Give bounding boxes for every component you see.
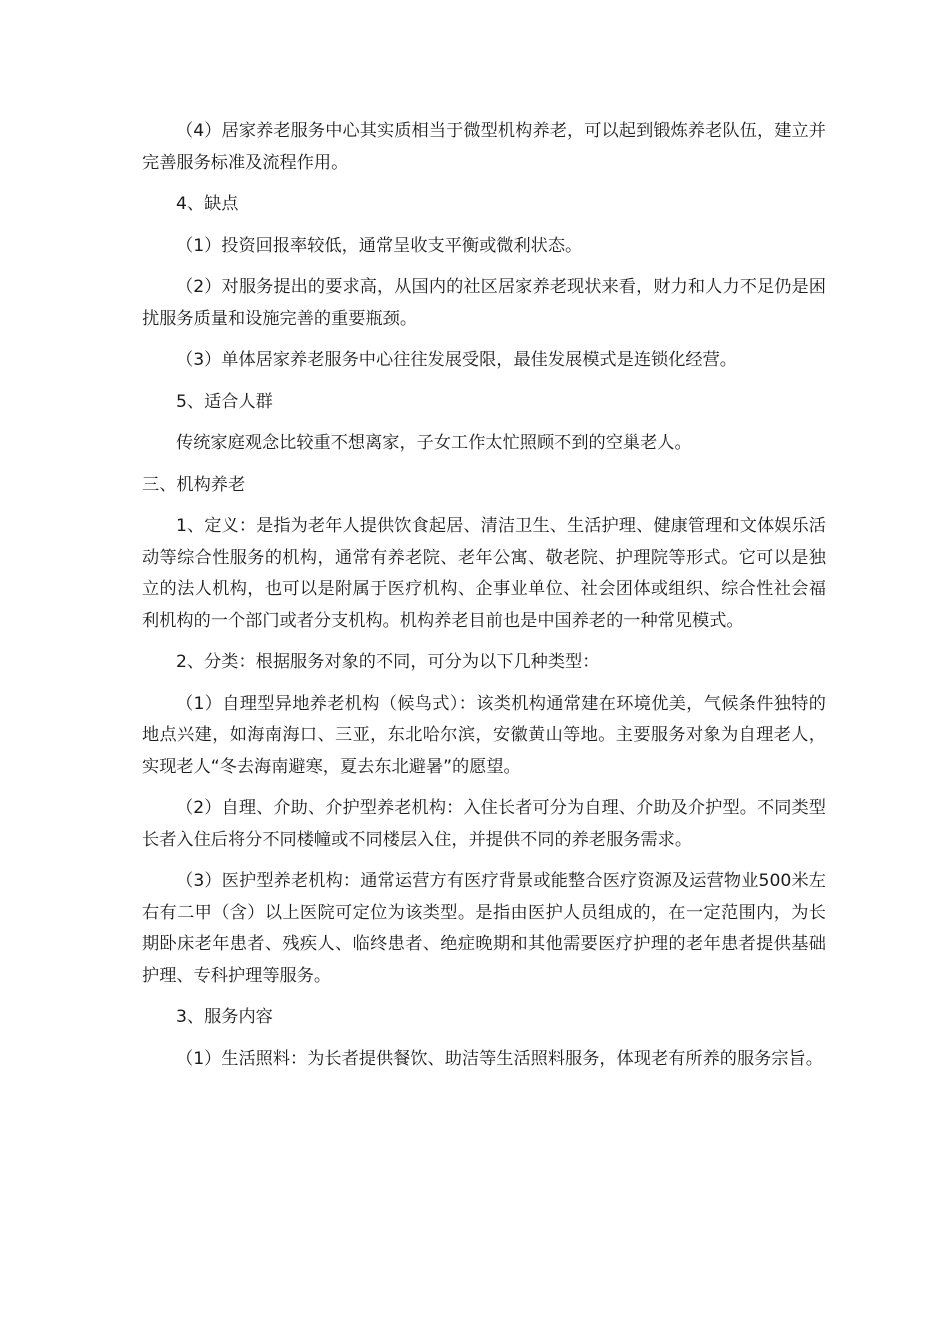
paragraph-type-2: （2）自理、介助、介护型养老机构：入住长者可分为自理、介助及介护型。不同类型长者入住后将分不同楼幢或不同楼层入住，并提供不同的养老服务需求。: [142, 798, 826, 850]
heading-service-content: 3、服务内容: [176, 1007, 273, 1027]
section-title-institutional-care: 三、机构养老: [142, 474, 246, 495]
document-page: [142, 116, 826, 1085]
paragraph-home-care-item-4: （4）居家养老服务中心其实质相当于微型机构养老，可以起到锻炼养老队伍，建立并完善服务标准及流程作用。: [142, 121, 826, 173]
paragraph-disadvantage-3: （3）单体居家养老服务中心往往发展受限，最佳发展模式是连锁化经营。: [176, 350, 737, 370]
paragraph-definition: 1、定义：是指为老年人提供饮食起居、清洁卫生、生活护理、健康管理和文体娱乐活动等综合性服务的机构，通常有养老院、老年公寓、敬老院、护理院等形式。它可以是独立的法人机构，也可以是附属于医疗机构、企事业单位、社会团体或组织、综合性社会福利机构的一个部门或者分支机构。机构养老目前也是中国养老的一种常见模式。: [142, 516, 826, 631]
paragraph-disadvantage-1: （1）投资回报率较低，通常呈收支平衡或微利状态。: [176, 235, 583, 256]
paragraph-classification: 2、分类：根据服务对象的不同，可分为以下几种类型：: [176, 652, 600, 672]
paragraph-type-3: （3）医护型养老机构：通常运营方有医疗背景或能整合医疗资源及运营物业500米左右有二甲（含）以上医院可定位为该类型。是指由医护人员组成的，在一定范围内，为长期卧床老年患者、残疾人、临终患者、绝症晚期和其他需要医疗护理的老年患者提供基础护理、专科护理等服务。: [142, 871, 826, 986]
paragraph-type-1: （1）自理型异地养老机构（候鸟式）：该类机构通常建在环境优美，气候条件独特的地点兴建，如海南海口、三亚，东北哈尔滨，安徽黄山等地。主要服务对象为自理老人，实现老人“冬去海南避寒，夏去东北避暑”的愿望。: [142, 693, 826, 777]
paragraph-disadvantage-2: （2）对服务提出的要求高，从国内的社区居家养老现状来看，财力和人力不足仍是困扰服务质量和设施完善的重要瓶颈。: [142, 277, 826, 329]
heading-suitable-people: 5、适合人群: [176, 391, 273, 412]
paragraph-suitable-people: 传统家庭观念比较重不想离家，子女工作太忙照顾不到的空巢老人。: [176, 433, 692, 453]
heading-disadvantages: 4、缺点: [176, 194, 239, 214]
paragraph-service-1: （1）生活照料：为长者提供餐饮、助洁等生活照料服务，体现老有所养的服务宗旨。: [176, 1048, 823, 1069]
